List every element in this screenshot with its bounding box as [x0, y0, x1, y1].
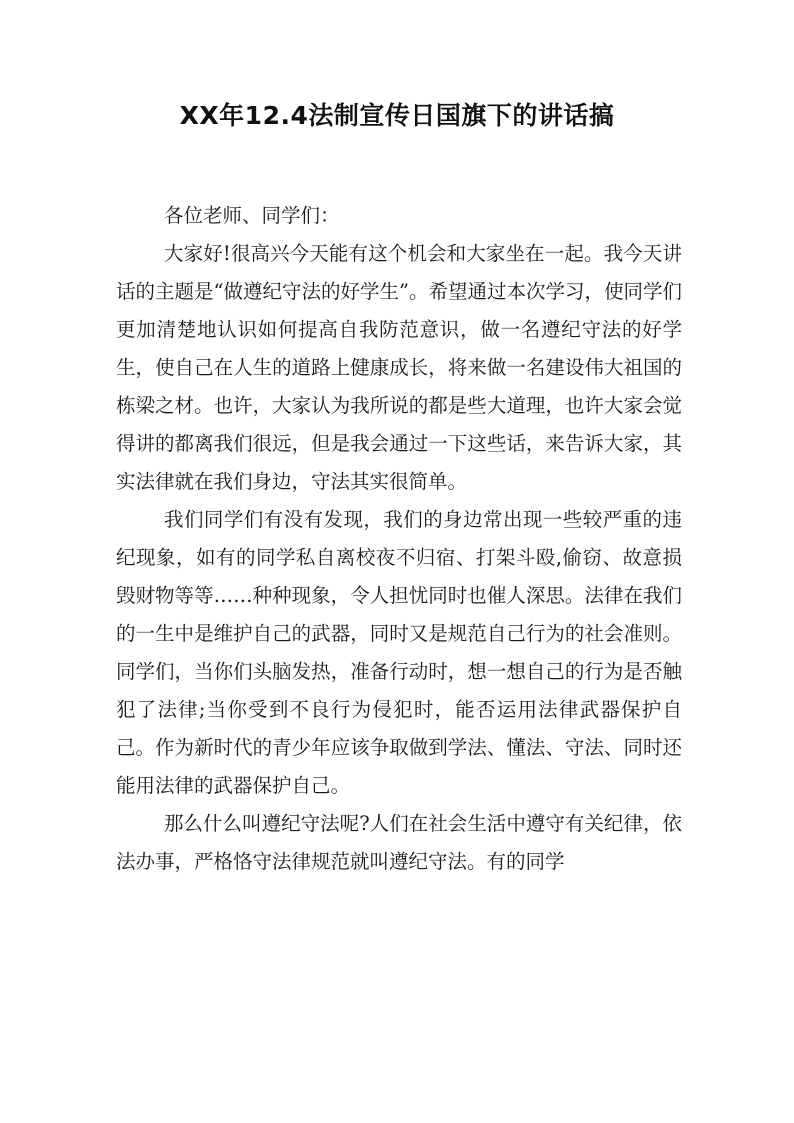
paragraph-2: 我们同学们有没有发现，我们的身边常出现一些较严重的违纪现象，如有的同学私自离校夜不归宿、打架斗殴,偷窃、故意损毁财物等等……种种现象，令人担忧同时也催人深思。法律在我们的一生中是维护自己的武器，同时又是规范自己行为的社会准则。同学们，当你们头脑发热，准备行动时，想一想自己的行为是否触犯了法律;当你受到不良行为侵犯时，能否运用法律武器保护自己。作为新时代的青少年应该争取做到学法、懂法、守法、同时还能用法律的武器保护自己。 — [116, 508, 682, 797]
greeting: 各位老师、同学们： — [164, 204, 340, 227]
document-body — [116, 197, 682, 881]
paragraph-1: 大家好!很高兴今天能有这个机会和大家坐在一起。我今天讲话的主题是“做遵纪守法的好学生”。希望通过本次学习，使同学们更加清楚地认识如何提高自我防范意识，做一名遵纪守法的好学生，使自己在人生的道路上健康成长，将来做一名建设伟大祖国的栋梁之材。也许，大家认为我所说的都是些大道理，也许大家会觉得讲的都离我们很远，但是我会通过一下这些话，来告诉大家，其实法律就在我们身边，守法其实很简单。 — [116, 242, 682, 493]
paragraph-3: 那么什么叫遵纪守法呢?人们在社会生活中遵守有关纪律，依法办事，严格恪守法律规范就叫遵纪守法。有的同学 — [116, 812, 682, 873]
document-title: XX年12.4法制宣传日国旗下的讲话搞 — [179, 101, 615, 130]
